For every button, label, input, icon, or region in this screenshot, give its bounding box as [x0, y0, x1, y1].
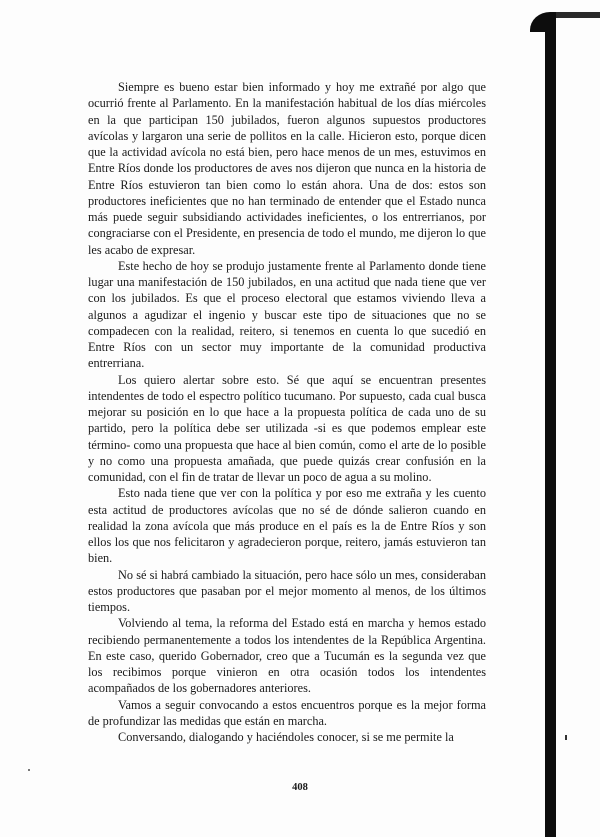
- paragraph-4: Esto nada tiene que ver con la política y por eso me extraña y les cuento esta actitud de productores avícolas que no sé de dónde salieron cuando en realidad la zona avícola que más produce en el país es la de Entre Ríos y son ellos los que nos felicitaron y agradecieron porque, reitero, jamás estuvieron tan bien.: [88, 486, 486, 566]
- body-text: [88, 79, 486, 745]
- paragraph-7: Vamos a seguir convocando a estos encuentros porque es la mejor forma de profundizar las medidas que están en marcha.: [88, 697, 486, 728]
- paragraph-1: Siempre es bueno estar bien informado y hoy me extrañé por algo que ocurrió frente al Parlamento. En la manifestación habitual de los días miércoles en la que participan 150 jubilados, fueron algunos supuestos productores avícolas y largaron una serie de pollitos en la calle. Hicieron esto, porque dicen que la actividad avícola no está bien, pero hace menos de un mes, estuvimos en Entre Ríos donde los productores de aves nos dijeron que nunca en la historia de Entre Ríos estuvieron tan bien como lo están ahora. Una de dos: estos son productores ineficientes que no han terminado de entender que el Estado nunca más puede seguir subsidiando actividades ineficientes, o los entrerrianos, por congraciarse con el Presidente, en presencia de todo el mundo, me dijeron lo que les acabo de expresar.: [88, 80, 486, 257]
- paragraph-6: Volviendo al tema, la reforma del Estado está en marcha y hemos estado recibiendo permanentemente a todos los intendentes de la República Argentina. En este caso, querido Gobernador, creo que a Tucumán es la segunda vez que los recibimos porque vinieron en otra ocasión todos los intendentes acompañados de los gobernadores anteriores.: [88, 616, 486, 696]
- page-number: 408: [292, 782, 308, 793]
- scan-speck: [565, 735, 567, 740]
- scan-edge-binding-shadow: [545, 28, 556, 837]
- paragraph-5: No sé si habrá cambiado la situación, pero hace sólo un mes, consideraban estos productores que pasaban por el mejor momento al menos, de los últimos tiempos.: [88, 567, 486, 614]
- paragraph-3: Los quiero alertar sobre esto. Sé que aquí se encuentran presentes intendentes de todo el espectro político tucumano. Por supuesto, cada cual busca mejorar su posición en lo que hace a la propuesta política de cada uno de su partido, pero la política debe ser utilizada -si es que podemos emplear este término- como una propuesta que hace al bien común, como el arte de lo posible y no como una propuesta amañada, que puede quizás crear confusión en la comunidad, con el fin de tratar de llevar un poco de agua a su molino.: [88, 372, 486, 484]
- scan-speck: [28, 769, 30, 771]
- paragraph-2: Este hecho de hoy se produjo justamente frente al Parlamento donde tiene lugar una manifestación de 150 jubilados, en una actitud que nada tiene que ver con los jubilados. Es que el proceso electoral que estamos viviendo lleva a algunos a agudizar el ingenio y buscar este tipo de situaciones que no se compadecen con la realidad, reitero, si tenemos en cuenta lo que sucedió en Entre Ríos con un sector muy importante de la comunidad productiva entrerriana.: [88, 258, 486, 371]
- paragraph-8: Conversando, dialogando y haciéndoles conocer, si se me permite la: [118, 730, 454, 744]
- scan-edge-top-strip: [556, 12, 600, 18]
